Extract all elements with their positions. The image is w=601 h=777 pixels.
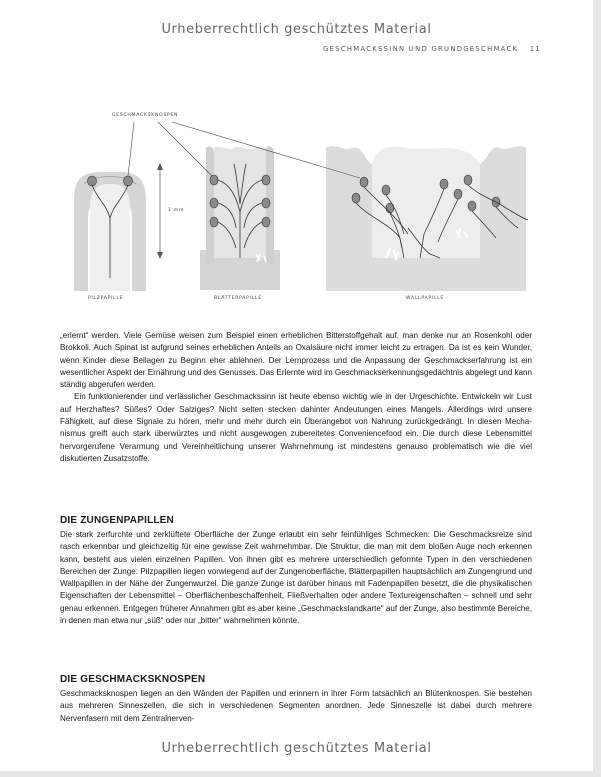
label-geschmacksknospen: GESCHMACKSKNOSPEN [112, 113, 179, 118]
label-wallpapille: WALLPAPILLE [406, 296, 445, 301]
page-edge [0, 771, 601, 777]
page-edge [593, 0, 601, 777]
watermark-bottom: Urheberrechtlich geschütztes Material [161, 741, 432, 756]
paragraph: Geschmacksknospen liegen an den Wänden der Papillen und erinnern in ihrer Form tatsächlich an Blütenknospen. Sie bestehen aus mehreren Sinneszellen, die sich in verschiedenen Segmenten anordnen. Jede Sinneszelle ist dabei durch mehrere Nervenfasern mit dem Zentralnerven- [60, 689, 532, 723]
label-pilzpapille: PILZPAPILLE [88, 296, 124, 301]
scale-arrow [157, 163, 163, 259]
watermark-top: Urheberrechtlich geschütztes Material [161, 22, 432, 37]
wallpapille-drawing [326, 146, 528, 291]
section-heading: DIE GESCHMACKSKNOSPEN [60, 674, 206, 685]
section-text [60, 688, 532, 725]
page-number: 11 [529, 45, 541, 53]
papillae-illustration [60, 108, 540, 308]
paragraph: Die stark zerfurchte und zerklüftete Oberfläche der Zunge erlaubt ein sehr feinfühliges Schmecken: Die Geschmacksreize sind rasch erkennbar und gleichzeitig für eine gewisse Zeit wahrnehmbar. Die Struktur, die man mit dem bloßen Auge noch erkennen kann, besteht aus vielen einzelnen Papillen. Von ihnen gibt es mehrere unterschiedlich geformte Typen in den verschiedenen Bereichen der Zunge: Pilzpapillen liegen vorwiegend auf der Zungenoberfläche, Blätterpapillen hauptsächlich am Zungengrund und Wallpapillen in der Nähe der Zungenwurzel. Die ganze Zunge ist darüber hinaus mit Fadenpapillen besetzt, die die physikalischen Eigenschaften der Lebensmittel – Oberflächenbeschaffenheit, Fließverhalten oder andere Textureigenschaften – schnell und sehr genau erkennen. Entgegen früherer Annahmen gibt es aber keine „Geschmackslandkarte“ auf der Zunge, also bestimmte Bereiche, in denen man etwa nur „süß“ oder nur „bitter“ wahrnehmen könnte. [60, 530, 532, 626]
section-text [60, 529, 532, 627]
section-heading: DIE ZUNGENPAPILLEN [60, 515, 174, 526]
body-text [60, 330, 532, 465]
paragraph: Ein funktionierender und verlässlicher Geschmackssinn ist heute ebenso wichtig wie in der Urgeschichte. Entwickeln wir Lust auf Herzhaftes? Süßes? Oder Salziges? Nicht selten stecken dahinter Andeutungen eines Mangels. Allerdings wird unsere Fähigkeit, auf diese Signale zu hören, mehr und mehr durch ein Überangebot von Nahrung zurückgedrängt. In diesen Mechanismus greift auch stark überwürztes und nicht ausgewogen zubereitetes Conveniencefood ein. Die durch diese Lebensmittel hervorgerufene Verarmung und Vereinheitlichung unserer Wahrnehmung ist mindestens genauso problematisch wie die viel diskutierten Zusatzstoffe. [60, 392, 532, 463]
running-head-title: GESCHMACKSSINN UND GRUNDGESCHMACK [323, 45, 519, 53]
running-head [323, 45, 541, 53]
label-scale: 1 mm [168, 208, 185, 213]
pilzpapille-drawing [74, 172, 146, 291]
papillae-figure [60, 108, 540, 308]
paragraph: „erlernt“ werden. Viele Gemüse weisen zum Beispiel einen erheblichen Bitterstoffgehalt auf, man denke nur an Rosenkohl oder Brokkoli. Auch Spinat ist aufgrund seines erheblichen Anteils an Oxalsäure nicht immer leicht zu ertragen. Da ist es kein Wunder, wenn Kinder diese Beilagen zu Beginn eher ablehnen. Der Lernprozess und die Anpassung der Geschmackserfahrung ist ein wesentlicher Aspekt der Ernährung und des Genusses. Das Erlernte wird im Geschmackserkennungsgedächtnis abgelegt und kann ständig abgerufen werden. [60, 331, 532, 390]
blaetterpapille-drawing [200, 146, 280, 290]
label-blaetterpapille: BLÄTTERPAPILLE [214, 296, 262, 301]
